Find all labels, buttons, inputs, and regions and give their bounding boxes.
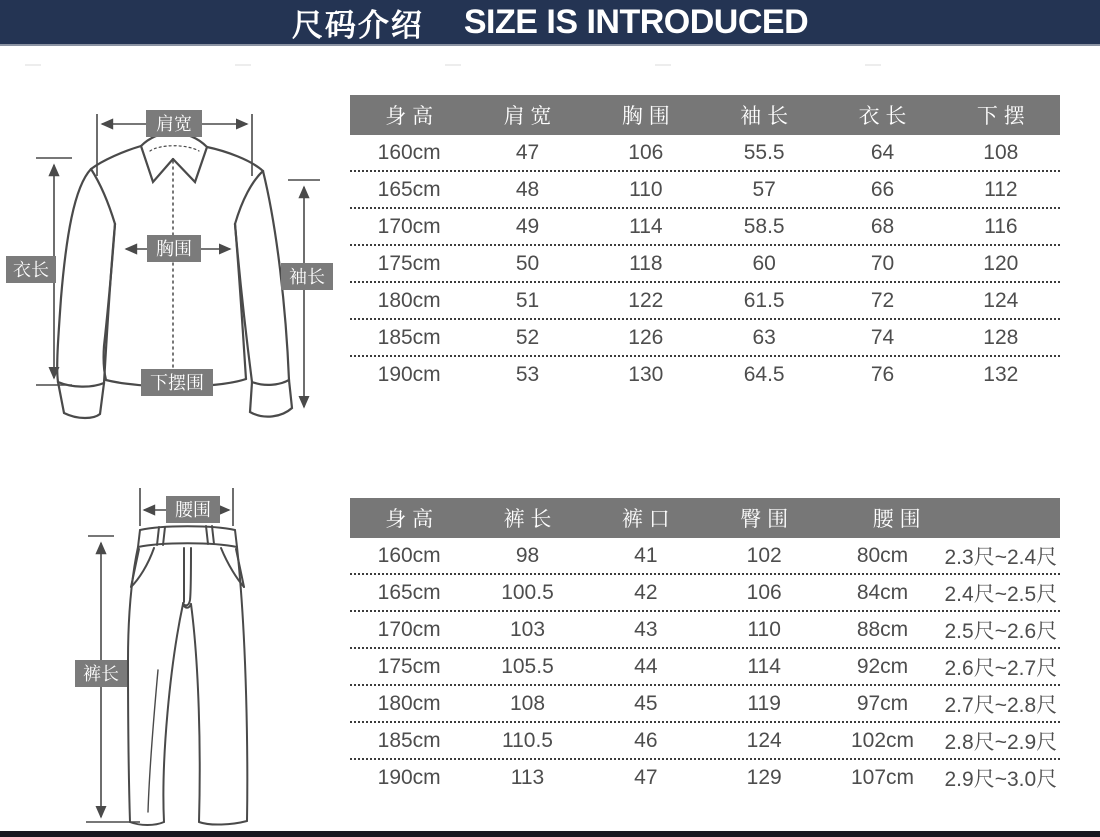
- shirt-col-chest: 胸 围: [621, 105, 670, 128]
- table-cell: 42: [634, 580, 658, 604]
- shirt-col-hem: 下 摆: [976, 105, 1025, 128]
- table-cell: 44: [634, 654, 658, 678]
- table-cell: 92cm: [856, 654, 909, 678]
- table-cell: 107cm: [850, 765, 914, 789]
- table-cell: 43: [634, 617, 658, 641]
- pants-table-row-0: [350, 538, 1060, 575]
- pants-table-body: [350, 538, 1060, 795]
- table-cell: 2.5尺~2.6尺: [944, 619, 1058, 643]
- table-cell: 2.9尺~3.0尺: [944, 767, 1058, 791]
- table-cell: 126: [628, 325, 664, 349]
- table-cell: 113: [510, 765, 545, 789]
- table-cell: 102cm: [850, 728, 914, 752]
- table-cell: 60: [752, 251, 776, 275]
- table-cell: 110: [629, 177, 663, 201]
- pants-size-table: [350, 498, 1060, 795]
- page-title-chinese: 尺码介绍: [291, 7, 424, 43]
- shirt-table-row-4: [350, 283, 1060, 320]
- pants-table-header-row: [350, 498, 1060, 538]
- table-cell: 2.8尺~2.9尺: [944, 730, 1058, 754]
- table-cell: 74: [870, 325, 895, 349]
- table-cell: 63: [752, 325, 776, 349]
- table-cell: 112: [984, 177, 1018, 201]
- table-cell: 114: [629, 214, 663, 238]
- garment-length-label: 衣长: [13, 260, 49, 280]
- table-cell: 49: [515, 214, 540, 238]
- pants-table-row-1: [350, 575, 1060, 612]
- table-cell: 124: [746, 728, 782, 752]
- table-cell: 61.5: [743, 288, 785, 312]
- table-cell: 68: [870, 214, 895, 238]
- table-cell: 110.5: [501, 728, 553, 752]
- table-cell: 84cm: [856, 580, 909, 604]
- shirt-table-row-5: [350, 320, 1060, 357]
- table-cell: 190cm: [377, 765, 441, 789]
- table-cell: 100.5: [501, 580, 554, 604]
- table-cell: 185cm: [377, 325, 441, 349]
- table-cell: 170cm: [377, 214, 441, 238]
- table-cell: 190cm: [377, 362, 441, 386]
- shirt-table-body: [350, 135, 1060, 392]
- table-cell: 47: [634, 765, 658, 789]
- table-cell: 51: [515, 288, 540, 312]
- table-cell: 120: [983, 251, 1019, 275]
- table-cell: 119: [747, 691, 781, 715]
- chest-label: 胸围: [156, 239, 192, 259]
- table-cell: 110: [747, 617, 781, 641]
- table-cell: 122: [628, 288, 664, 312]
- shirt-col-shoulder: 肩 宽: [503, 105, 552, 128]
- table-cell: 97cm: [856, 691, 909, 715]
- table-cell: 103: [509, 617, 546, 641]
- table-cell: 180cm: [377, 288, 441, 312]
- table-cell: 76: [870, 362, 895, 386]
- table-cell: 41: [634, 543, 658, 567]
- table-cell: 50: [515, 251, 540, 275]
- table-cell: 70: [870, 251, 895, 275]
- title-bar: [0, 0, 1100, 46]
- table-cell: 160cm: [377, 543, 441, 567]
- table-cell: 64: [870, 140, 895, 164]
- table-cell: 47: [515, 140, 540, 164]
- table-cell: 64.5: [743, 362, 785, 386]
- hem-label: 下摆围: [150, 373, 204, 393]
- shirt-measurement-diagram: [0, 88, 345, 433]
- table-cell: 170cm: [377, 617, 441, 641]
- shirt-size-table: [350, 95, 1060, 392]
- pants-outline: [128, 526, 247, 825]
- shirt-table-row-0: [350, 135, 1060, 172]
- table-cell: 105.5: [501, 654, 554, 678]
- table-cell: 160cm: [377, 140, 441, 164]
- table-cell: 2.6尺~2.7尺: [944, 656, 1058, 680]
- chest-annotation: [126, 235, 230, 262]
- pants-length-label: 裤长: [83, 664, 119, 684]
- shirt-col-sleeve: 袖 长: [740, 105, 789, 128]
- pants-table-row-2: [350, 612, 1060, 649]
- shirt-table-row-2: [350, 209, 1060, 246]
- table-cell: 165cm: [377, 580, 441, 604]
- table-cell: 53: [515, 362, 540, 386]
- table-cell: 108: [509, 691, 546, 715]
- table-cell: 46: [634, 728, 658, 752]
- table-cell: 165cm: [377, 177, 441, 201]
- table-cell: 114: [747, 654, 781, 678]
- shirt-table-row-6: [350, 357, 1060, 392]
- table-cell: 58.5: [743, 214, 785, 238]
- table-cell: 80cm: [856, 543, 909, 567]
- waist-label: 腰围: [175, 500, 211, 520]
- pants-table-row-4: [350, 686, 1060, 723]
- table-cell: 128: [983, 325, 1019, 349]
- garment-length-annotation: [6, 158, 72, 385]
- table-cell: 2.4尺~2.5尺: [944, 582, 1058, 606]
- table-cell: 98: [515, 543, 540, 567]
- pants-col-height: 身 高: [385, 508, 434, 531]
- shirt-table-row-1: [350, 172, 1060, 209]
- table-cell: 130: [628, 362, 664, 386]
- table-cell: 116: [984, 214, 1018, 238]
- shirt-table-header-row: [350, 95, 1060, 135]
- pants-col-hip: 臀 围: [740, 508, 789, 531]
- table-cell: 2.7尺~2.8尺: [944, 693, 1058, 717]
- table-cell: 129: [746, 765, 782, 789]
- table-cell: 48: [515, 177, 540, 201]
- pants-length-annotation: [75, 536, 140, 822]
- table-cell: 102: [746, 543, 782, 567]
- shirt-table-row-3: [350, 246, 1060, 283]
- table-cell: 175cm: [377, 251, 441, 275]
- bottom-divider-bar: [0, 831, 1100, 837]
- shirt-col-height: 身 高: [385, 105, 434, 128]
- table-cell: 175cm: [377, 654, 441, 678]
- page-title-english: SIZE IS INTRODUCED: [463, 2, 809, 41]
- table-cell: 106: [628, 140, 664, 164]
- waist-annotation: [140, 488, 233, 526]
- table-cell: 108: [983, 140, 1019, 164]
- pants-measurement-diagram: [0, 480, 345, 832]
- table-cell: 52: [515, 325, 540, 349]
- decorative-dashed-line: [25, 64, 1075, 66]
- pants-table-row-3: [350, 649, 1060, 686]
- table-cell: 132: [983, 362, 1019, 386]
- pants-table-row-5: [350, 723, 1060, 760]
- table-cell: 57: [752, 177, 776, 201]
- table-cell: 180cm: [377, 691, 441, 715]
- table-cell: 118: [629, 251, 663, 275]
- pants-col-legopening: 裤 口: [621, 508, 670, 531]
- table-cell: 45: [634, 691, 658, 715]
- table-cell: 106: [746, 580, 782, 604]
- table-cell: 55.5: [743, 140, 785, 164]
- pants-col-waist: 腰 围: [872, 508, 921, 531]
- table-cell: 88cm: [856, 617, 909, 641]
- hem-annotation: [141, 369, 213, 396]
- pants-table-row-6: [350, 760, 1060, 795]
- table-cell: 2.3尺~2.4尺: [944, 545, 1058, 569]
- shirt-col-length: 衣 长: [858, 105, 907, 128]
- table-cell: 66: [870, 177, 895, 201]
- shoulder-width-annotation: [97, 110, 252, 176]
- table-cell: 124: [983, 288, 1019, 312]
- pants-col-length: 裤 长: [503, 508, 552, 531]
- table-cell: 72: [870, 288, 895, 312]
- table-cell: 185cm: [377, 728, 441, 752]
- shoulder-width-label: 肩宽: [156, 114, 192, 134]
- sleeve-length-label: 袖长: [289, 267, 325, 287]
